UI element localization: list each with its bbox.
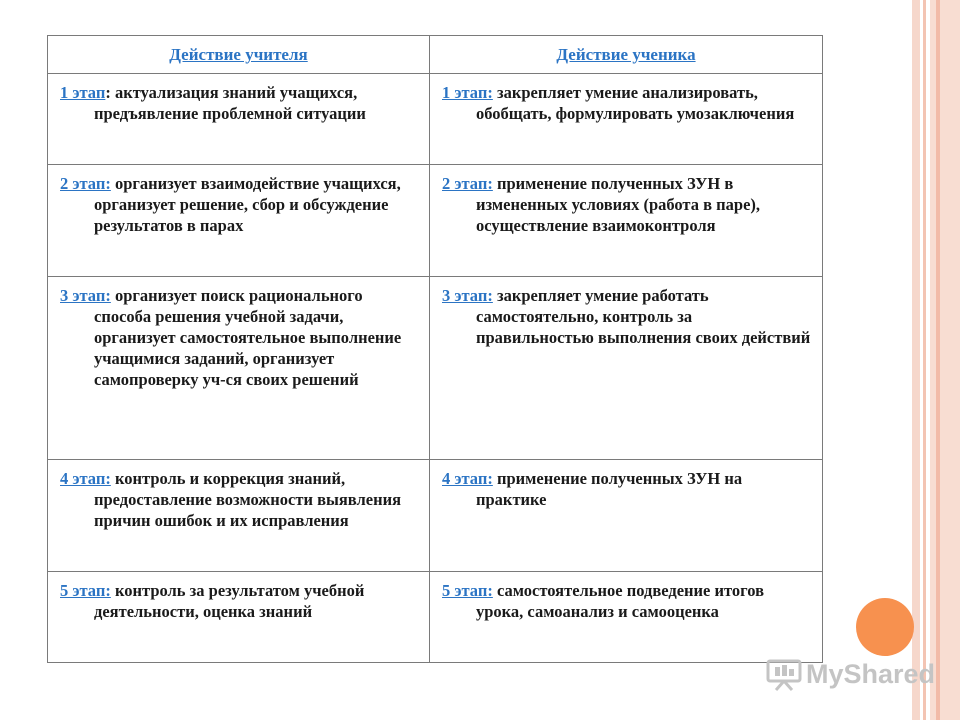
cell-text: контроль и коррекция знаний, предоставление возможности выявления причин ошибок и их исправления	[94, 469, 402, 530]
stage-link[interactable]: 1 этап:	[442, 83, 493, 102]
stage-separator: :	[105, 83, 111, 102]
stage-link[interactable]: 5 этап:	[442, 581, 493, 600]
presentation-board-icon	[766, 657, 802, 691]
stage-link[interactable]: 4 этап:	[60, 469, 111, 488]
table-row	[48, 74, 823, 165]
cell-text: применение полученных ЗУН в измененных условиях (работа в паре), осуществление взаимоконтроля	[476, 174, 761, 235]
watermark-text: MyShared	[806, 658, 936, 689]
stage-link[interactable]: 3 этап:	[60, 286, 111, 305]
cell-text: самостоятельное подведение итогов урока, самоанализ и самооценка	[476, 581, 764, 621]
decorative-side-stripes	[912, 0, 960, 720]
cell-text: контроль за результатом учебной деятельности, оценка знаний	[94, 581, 365, 621]
stripe	[912, 0, 920, 720]
cell-text: закрепляет умение работать самостоятельно, контроль за правильностью выполнения своих действий	[476, 286, 811, 347]
stripe	[930, 0, 960, 720]
stage-link[interactable]: 5 этап:	[60, 581, 111, 600]
stage-link[interactable]: 1 этап	[60, 83, 106, 102]
table-row	[48, 572, 823, 663]
header-student-action[interactable]: Действие ученика	[430, 36, 823, 74]
teacher-cell	[48, 572, 430, 663]
student-cell	[430, 460, 823, 572]
stage-link[interactable]: 2 этап:	[442, 174, 493, 193]
table-header-row	[48, 36, 823, 74]
header-teacher-action[interactable]: Действие учителя	[48, 36, 430, 74]
cell-text: применение полученных ЗУН на практике	[476, 469, 743, 509]
stripe	[936, 0, 940, 720]
student-cell	[430, 572, 823, 663]
table-row	[48, 277, 823, 460]
cell-text: закрепляет умение анализировать, обобщать, формулировать умозаключения	[476, 83, 795, 123]
student-cell	[430, 277, 823, 460]
lesson-stages-table	[47, 35, 823, 663]
table-row	[48, 460, 823, 572]
table-row	[48, 165, 823, 277]
student-cell	[430, 165, 823, 277]
decorative-orange-circle	[856, 598, 914, 656]
stripe	[923, 0, 926, 720]
stage-link[interactable]: 2 этап:	[60, 174, 111, 193]
cell-text: организует взаимодействие учащихся, организует решение, сбор и обсуждение результатов в парах	[94, 174, 401, 235]
cell-text: актуализация знаний учащихся, предъявление проблемной ситуации	[94, 83, 366, 123]
teacher-cell	[48, 277, 430, 460]
cell-text: организует поиск рационального способа решения учебной задачи, организует самостоятельное выполнение учащимися заданий, организует самопроверку уч-ся своих решений	[94, 286, 402, 389]
stage-link[interactable]: 4 этап:	[442, 469, 493, 488]
stage-link[interactable]: 3 этап:	[442, 286, 493, 305]
teacher-cell	[48, 165, 430, 277]
watermark	[766, 654, 935, 694]
teacher-cell	[48, 460, 430, 572]
teacher-cell	[48, 74, 430, 165]
student-cell	[430, 74, 823, 165]
